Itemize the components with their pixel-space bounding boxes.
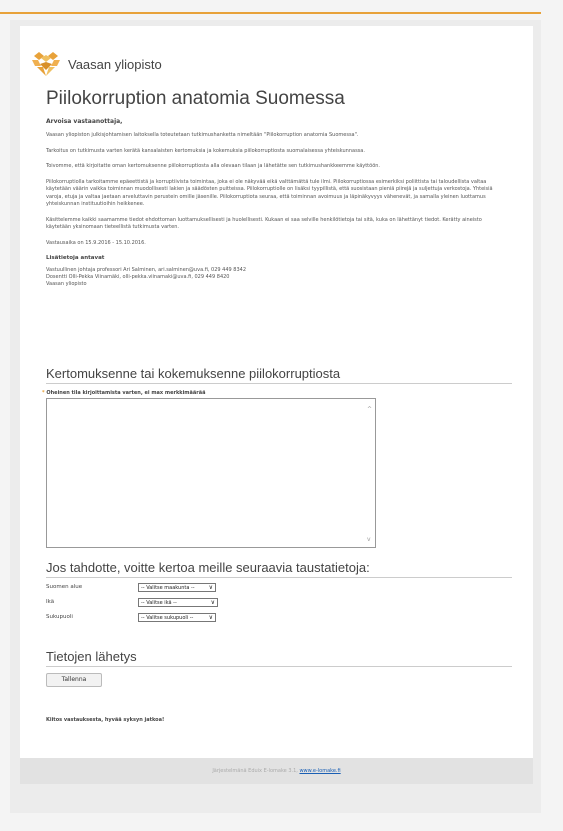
top-accent-bar xyxy=(0,12,541,14)
intro-paragraph: Käsittelemme kaikki saamamme tiedot ehdottoman luottamuksellisesti ja huolellisesti. Kukaan ei saa selville henkilötietoja tai sitä, kuka on lähettänyt tiedot. Kerätty aineisto käytetään yksinomaan tieteellistä tutkimusta varten. xyxy=(46,216,482,230)
region-label: Suomen alue xyxy=(46,584,83,590)
save-button[interactable]: Tallenna xyxy=(46,673,102,687)
story-textarea[interactable] xyxy=(46,398,376,548)
chevron-down-icon: ∨ xyxy=(210,599,215,606)
divider xyxy=(46,383,512,384)
story-heading: Kertomuksenne tai kokemuksenne piilokorruptiosta xyxy=(46,366,341,381)
scroll-down-icon[interactable]: v xyxy=(367,536,371,543)
intro-paragraph: Vaasan yliopiston julkisjohtamisen laitoksella toteutetaan tutkimushanketta nimeltään "Piilokorruption anatomia Suomessa". xyxy=(46,132,359,138)
story-field-label xyxy=(42,390,205,396)
age-label: Ikä xyxy=(46,599,55,605)
region-select[interactable] xyxy=(138,583,216,592)
story-field-label-text: Oheinen tila kirjoittamista varten, ei max merkkimäärää xyxy=(46,390,206,396)
brand-name: Vaasan yliopisto xyxy=(68,56,162,72)
divider xyxy=(46,577,512,578)
footer xyxy=(20,758,533,784)
submit-heading: Tietojen lähetys xyxy=(46,649,137,664)
intro-content xyxy=(46,118,506,288)
gender-select-value: -- Valitse sukupuoli -- xyxy=(141,614,194,621)
age-select[interactable] xyxy=(138,598,218,607)
footer-text: Järjestelmänä Eduix E-lomake 3.1, xyxy=(212,768,298,774)
intro-paragraph: Tarkoitus on tutkimusta varten kerätä kansalaisten kertomuksia ja kokemuksia piilokorruptiosta suomalaisessa yhteiskunnassa. xyxy=(46,147,365,154)
gender-select[interactable] xyxy=(138,613,216,622)
page-title: Piilokorruption anatomia Suomessa xyxy=(46,88,345,109)
heart-logo-icon xyxy=(30,48,62,80)
response-period: Vastausaika on 15.9.2016 - 15.10.2016. xyxy=(46,239,146,246)
brand-logo xyxy=(30,44,162,84)
info-heading: Lisätietoja antavat xyxy=(46,255,105,261)
age-select-value: -- Valitse ikä -- xyxy=(141,599,177,606)
gender-label: Sukupuoli xyxy=(46,614,73,620)
greeting: Arvoisa vastaanottaja, xyxy=(46,118,123,125)
chevron-down-icon: ∨ xyxy=(208,584,213,591)
contact-line: Dosentti Olli-Pekka Viinamäki, olli-pekka.viinamaki@uva.fi, 029 449 8420 xyxy=(46,274,230,280)
required-marker: * xyxy=(42,390,45,396)
footer-link[interactable]: www.e-lomake.fi xyxy=(299,768,341,774)
thanks-message: Kiitos vastauksesta, hyvää syksyn jatkoa! xyxy=(46,717,165,723)
intro-paragraph: Piilokorruptiolla tarkoitamme epäeettistä ja korruptiivista toimintaa, joka ei ole näkyvää eikä valttämättä tule ilmi. Piilokorruptiossa esimerkiksi poliittista tai taloudellista valtaa käytetään väärin vaikka toiminnan muodollisesti lakien ja säädösten puitteissa. Piilokorruptiolle on lisäksi tyypillistä, että suosistaan pieniä piirejä ja suljettuja verkostoja. Yhteisiä varoja, etuja ja valtaa jaetaan arveluttavin perustein omille jäsenille. Piilokorruptiota seuraa, että toiminnan avoimuus ja läpinäkyvyys vähenevät, ja samalla yleinen luottamus yhteiskunnan instituutioihin heikkenee. xyxy=(46,178,493,207)
intro-paragraph: Toivomme, että kirjoitatte oman kertomuksenne piilokorruptiosta alla olevaan tilaan ja lähetätte sen tutkimushankkeemme käyttöön. xyxy=(46,163,381,169)
contact-line: Vastuullinen johtaja professori Ari Salminen, ari.salminen@uva.fi, 029 449 8342 xyxy=(46,267,247,273)
contact-line: Vaasan yliopisto xyxy=(46,281,87,287)
background-heading: Jos tahdotte, voitte kertoa meille seuraavia taustatietoja: xyxy=(46,560,370,575)
divider xyxy=(46,666,512,667)
region-select-value: -- Valitse maakunta -- xyxy=(141,584,195,591)
scroll-up-icon[interactable]: ^ xyxy=(367,406,373,413)
chevron-down-icon: ∨ xyxy=(208,614,213,621)
